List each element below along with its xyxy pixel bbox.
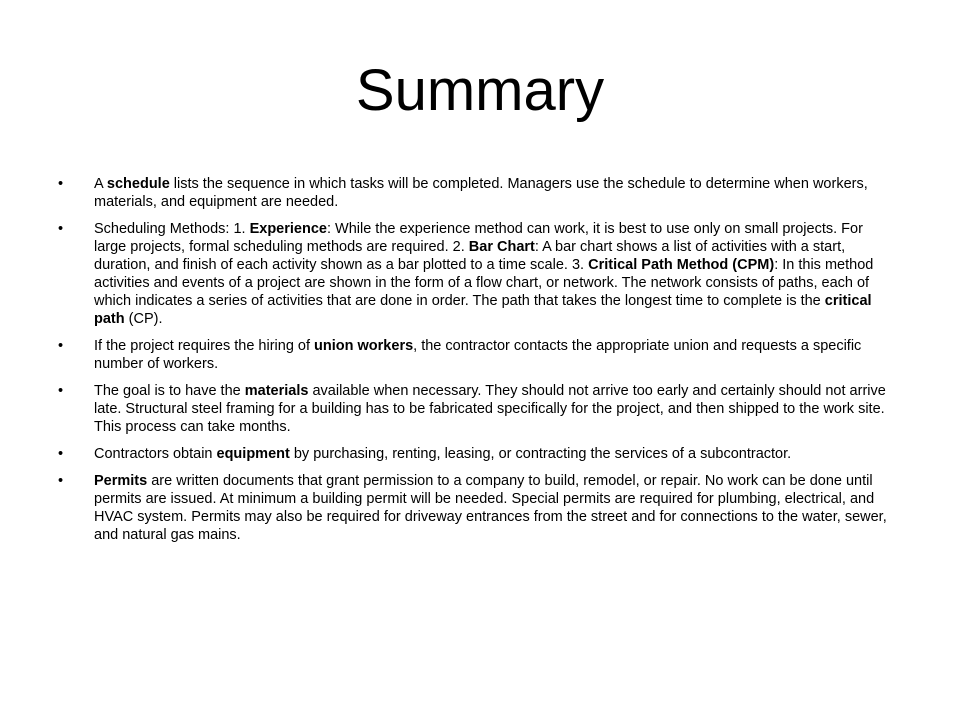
bullet-point-icon: • xyxy=(58,446,64,462)
bullet-text xyxy=(94,446,791,462)
bullet-text xyxy=(94,383,886,435)
bullet-point-icon: • xyxy=(58,383,64,399)
text-run: Scheduling Methods: 1. xyxy=(94,221,250,237)
text-run: Contractors obtain xyxy=(94,446,217,462)
bullet-point-icon: • xyxy=(58,473,64,489)
bullet-text xyxy=(94,338,861,372)
text-run-bold: Critical Path Method (CPM) xyxy=(588,257,775,273)
text-run-bold: union workers xyxy=(314,338,414,354)
bullet-text xyxy=(94,473,887,543)
text-run-bold: materials xyxy=(244,383,309,399)
text-run: : A bar chart shows a list of activities with a start, duration, and finish of each activity shown as a bar plotted to a time scale. 3. xyxy=(94,239,846,273)
bullet-text xyxy=(94,176,868,210)
bullet-item xyxy=(58,382,888,436)
text-run: If the project requires the hiring of xyxy=(94,338,315,354)
text-run: are written documents that grant permission to a company to build, remodel, or repair. No work can be done until permits are issued. At minimum a building permit will be needed. Special permits are required for plumbing, electrical, and HVAC system. Permits may also be required for driveway entrances from the street and for connections to the water, sewer, and natural gas mains. xyxy=(94,473,887,543)
bullet-item xyxy=(58,337,888,373)
bullet-item xyxy=(58,175,888,211)
text-run-bold: schedule xyxy=(106,176,170,192)
bullet-point-icon: • xyxy=(58,221,64,237)
text-run: lists the sequence in which tasks will be completed. Managers use the schedule to determine when workers, materials, and equipment are needed. xyxy=(94,176,868,210)
text-run-bold: Bar Chart xyxy=(468,239,535,255)
slide-title: Summary xyxy=(355,58,605,123)
bullet-item xyxy=(58,220,888,328)
text-run: : While the experience method can work, it is best to use only on small projects. For large projects, formal scheduling methods are required. 2. xyxy=(94,221,863,255)
text-run: by purchasing, renting, leasing, or contracting the services of a subcontractor. xyxy=(289,446,792,462)
text-run: : In this method activities and events of a project are shown in the form of a flow chart, or network. The network consists of paths, each of which indicates a series of activities that are done in order. The path that takes the longest time to complete is the xyxy=(94,257,874,309)
text-run-bold: equipment xyxy=(216,446,290,462)
bullet-point-icon: • xyxy=(58,338,64,354)
text-run-bold: critical path xyxy=(94,293,872,327)
text-run: , the contractor contacts the appropriate union and requests a specific number of workers. xyxy=(94,338,862,372)
bullet-item xyxy=(58,445,888,463)
text-run: The goal is to have the xyxy=(94,383,245,399)
text-run: (CP). xyxy=(124,311,163,327)
bullet-point-icon: • xyxy=(58,176,64,192)
text-run: A xyxy=(94,176,107,192)
text-run: available when necessary. They should not arrive too early and certainly should not arrive late. Structural steel framing for a building has to be fabricated specifically for the project, and then shipped to the work site. This process can take months. xyxy=(94,383,886,435)
text-run-bold: Permits xyxy=(94,473,148,489)
bullet-text xyxy=(94,221,873,327)
text-run-bold: Experience xyxy=(249,221,327,237)
bullet-item xyxy=(58,472,888,544)
bullet-list xyxy=(58,175,888,553)
